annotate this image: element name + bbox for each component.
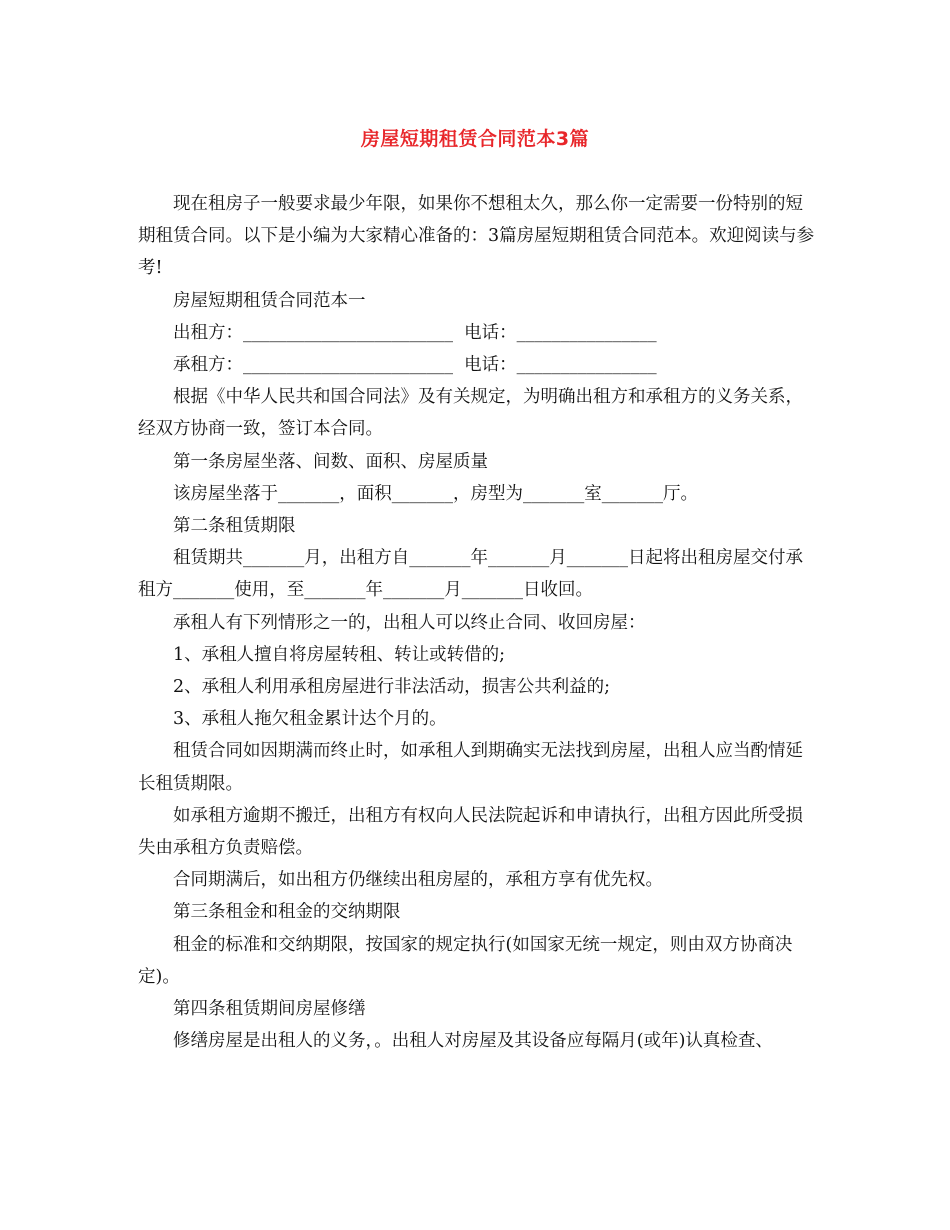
document-body bbox=[138, 188, 818, 1057]
lessor-line: 出租方：________________________ 电话：________________ bbox=[173, 322, 657, 343]
paragraph: 根据《中华人民共和国合同法》及有关规定，为明确出租方和承租方的义务关系，经双方协商一致，签订本合同。 bbox=[138, 387, 803, 440]
lessee-line: 承租方：________________________ 电话：________________ bbox=[173, 355, 657, 376]
paragraph: 租金的标准和交纳期限，按国家的规定执行(如国家无统一规定，则由双方协商决定)。 bbox=[138, 934, 793, 987]
paragraph: 修缮房屋是出租人的义务，。出租人对房屋及其设备应每隔月(或年)认真检查、 bbox=[173, 1031, 773, 1052]
article-heading: 第三条租金和租金的交纳期限 bbox=[173, 902, 401, 923]
article-heading: 第四条租赁期间房屋修缮 bbox=[173, 999, 366, 1020]
list-item: 1、承租人擅自将房屋转租、转让或转借的; bbox=[173, 644, 506, 665]
paragraph: 合同期满后，如出租方仍继续出租房屋的，承租方享有优先权。 bbox=[173, 870, 663, 891]
list-item: 2、承租人利用承租房屋进行非法活动，损害公共利益的; bbox=[173, 677, 611, 698]
paragraph: 租赁合同如因期满而终止时，如承租人到期确实无法找到房屋，出租人应当酌情延长租赁期限。 bbox=[138, 741, 803, 794]
section-heading: 房屋短期租赁合同范本一 bbox=[173, 290, 366, 311]
document-title: 房屋短期租赁合同范本3篇 bbox=[360, 128, 590, 150]
paragraph: 承租人有下列情形之一的，出租人可以终止合同、收回房屋： bbox=[173, 612, 646, 633]
article-heading: 第一条房屋坐落、间数、面积、房屋质量 bbox=[173, 451, 488, 472]
article-heading: 第二条租赁期限 bbox=[173, 516, 296, 537]
intro-paragraph: 现在租房子一般要求最少年限，如果你不想租太久，那么你一定需要一份特别的短期租赁合同。以下是小编为大家精心准备的：3篇房屋短期租赁合同范本。欢迎阅读与参考! bbox=[138, 194, 815, 279]
paragraph: 如承租方逾期不搬迁，出租方有权向人民法院起诉和申请执行，出租方因此所受损失由承租方负责赔偿。 bbox=[138, 805, 803, 859]
paragraph: 租赁期共_______月，出租方自_______年_______月_______日起将出租房屋交付承租方_______使用，至_______年_______月_______日收回。 bbox=[138, 548, 803, 601]
list-item: 3、承租人拖欠租金累计达个月的。 bbox=[173, 709, 447, 730]
paragraph: 该房屋坐落于_______，面积_______，房型为_______室_______厅。 bbox=[173, 483, 698, 504]
